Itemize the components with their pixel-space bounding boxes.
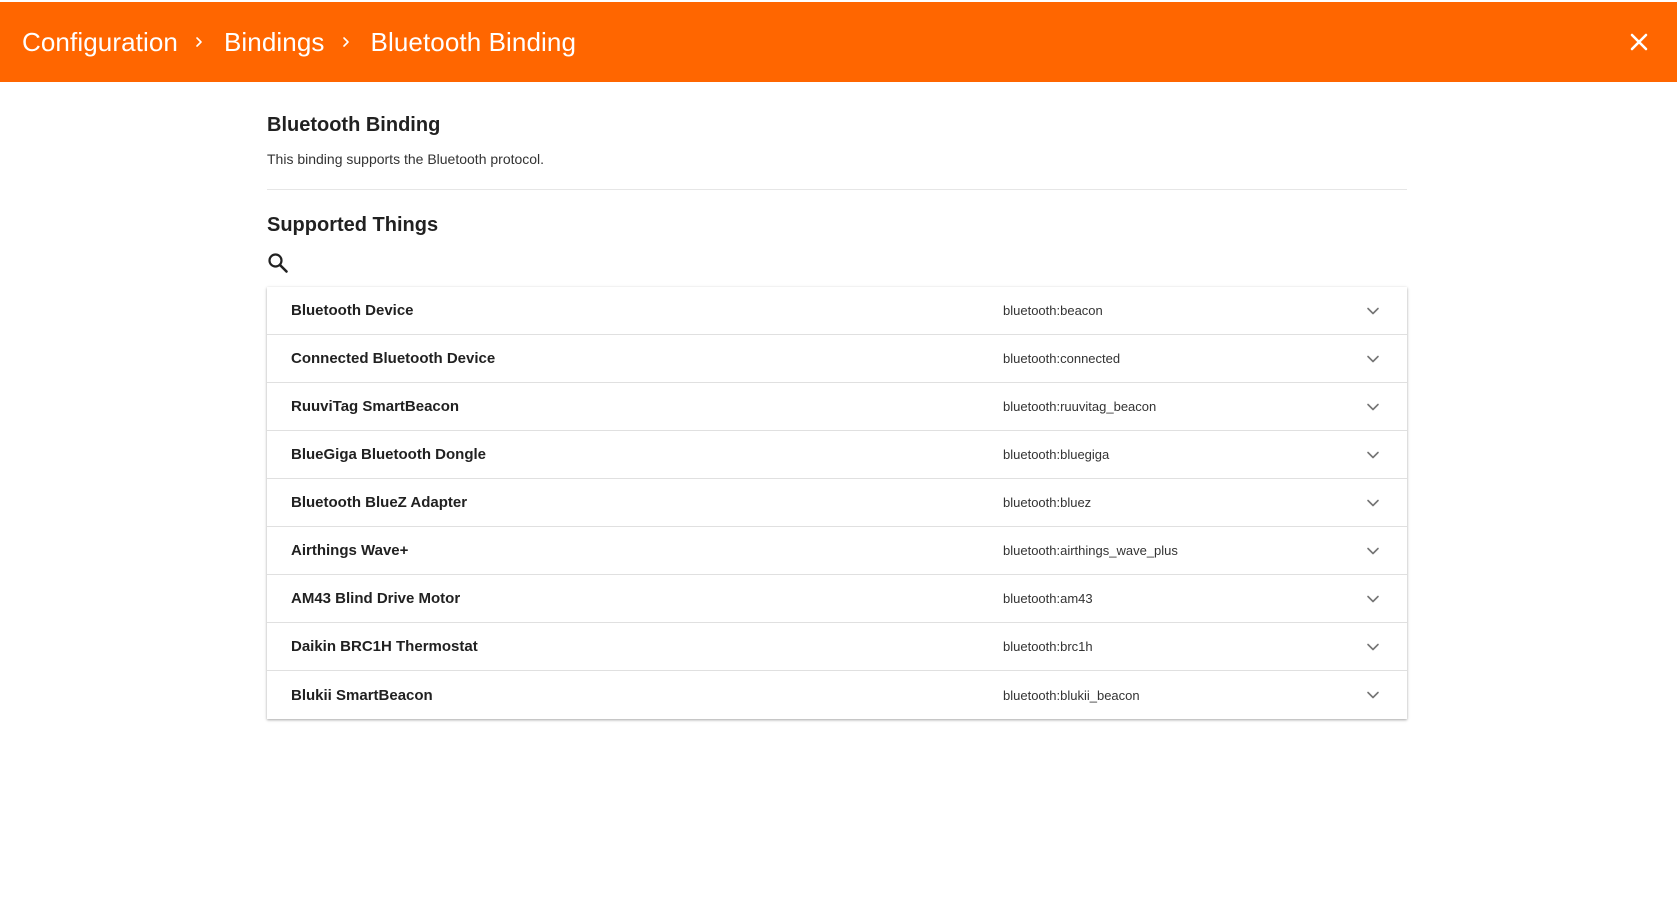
supported-things-title: Supported Things — [267, 214, 439, 236]
thing-row[interactable] — [267, 383, 1407, 431]
thing-uid: bluetooth:blukii_beacon — [1003, 687, 1140, 703]
breadcrumb-configuration[interactable]: Configuration — [22, 26, 178, 57]
thing-name: RuuviTag SmartBeacon — [291, 398, 460, 415]
thing-row[interactable] — [267, 527, 1407, 575]
chevron-down-icon[interactable] — [1365, 399, 1381, 415]
breadcrumb-bindings[interactable]: Bindings — [223, 26, 325, 57]
binding-title: Bluetooth Binding — [267, 114, 441, 136]
thing-name: Daikin BRC1H Thermostat — [291, 638, 478, 655]
chevron-right-icon — [339, 35, 353, 49]
thing-name: Bluetooth BlueZ Adapter — [291, 494, 468, 511]
chevron-down-icon[interactable] — [1365, 639, 1381, 655]
chevron-down-icon[interactable] — [1365, 303, 1381, 319]
section-divider — [267, 189, 1407, 190]
thing-uid: bluetooth:bluez — [1003, 495, 1092, 510]
thing-row[interactable] — [267, 335, 1407, 383]
thing-uid: bluetooth:bluegiga — [1003, 447, 1110, 462]
thing-name: Airthings Wave+ — [291, 542, 409, 559]
thing-row[interactable] — [267, 623, 1407, 671]
search-button[interactable] — [267, 251, 291, 275]
thing-uid: bluetooth:airthings_wave_plus — [1003, 543, 1178, 558]
thing-uid: bluetooth:brc1h — [1003, 639, 1093, 654]
chevron-down-icon[interactable] — [1365, 687, 1381, 703]
thing-name: Bluetooth Device — [291, 302, 414, 319]
thing-uid: bluetooth:am43 — [1003, 591, 1093, 606]
thing-row[interactable] — [267, 287, 1407, 335]
chevron-down-icon[interactable] — [1365, 447, 1381, 463]
thing-uid: bluetooth:beacon — [1003, 303, 1103, 318]
close-icon — [1630, 33, 1648, 51]
thing-row[interactable] — [267, 575, 1407, 623]
supported-things-list — [267, 287, 1407, 719]
thing-name: Blukii SmartBeacon — [291, 686, 433, 704]
chevron-down-icon[interactable] — [1365, 495, 1381, 511]
thing-row[interactable] — [267, 479, 1407, 527]
chevron-right-icon — [192, 35, 206, 49]
chevron-down-icon[interactable] — [1365, 591, 1381, 607]
breadcrumb-current-page: Bluetooth Binding — [370, 26, 577, 57]
thing-uid: bluetooth:connected — [1003, 351, 1121, 366]
thing-name: AM43 Blind Drive Motor — [291, 590, 461, 607]
thing-name: BlueGiga Bluetooth Dongle — [291, 446, 486, 463]
main-content — [267, 82, 1407, 719]
binding-description: This binding supports the Bluetooth protocol. — [267, 151, 545, 167]
app-header — [0, 2, 1677, 82]
chevron-down-icon[interactable] — [1365, 543, 1381, 559]
chevron-down-icon[interactable] — [1365, 351, 1381, 367]
thing-row[interactable] — [267, 431, 1407, 479]
close-button[interactable] — [1623, 26, 1655, 58]
thing-name: Connected Bluetooth Device — [291, 350, 496, 367]
thing-row[interactable] — [267, 671, 1407, 719]
thing-uid: bluetooth:ruuvitag_beacon — [1003, 399, 1157, 414]
search-icon — [267, 252, 289, 274]
